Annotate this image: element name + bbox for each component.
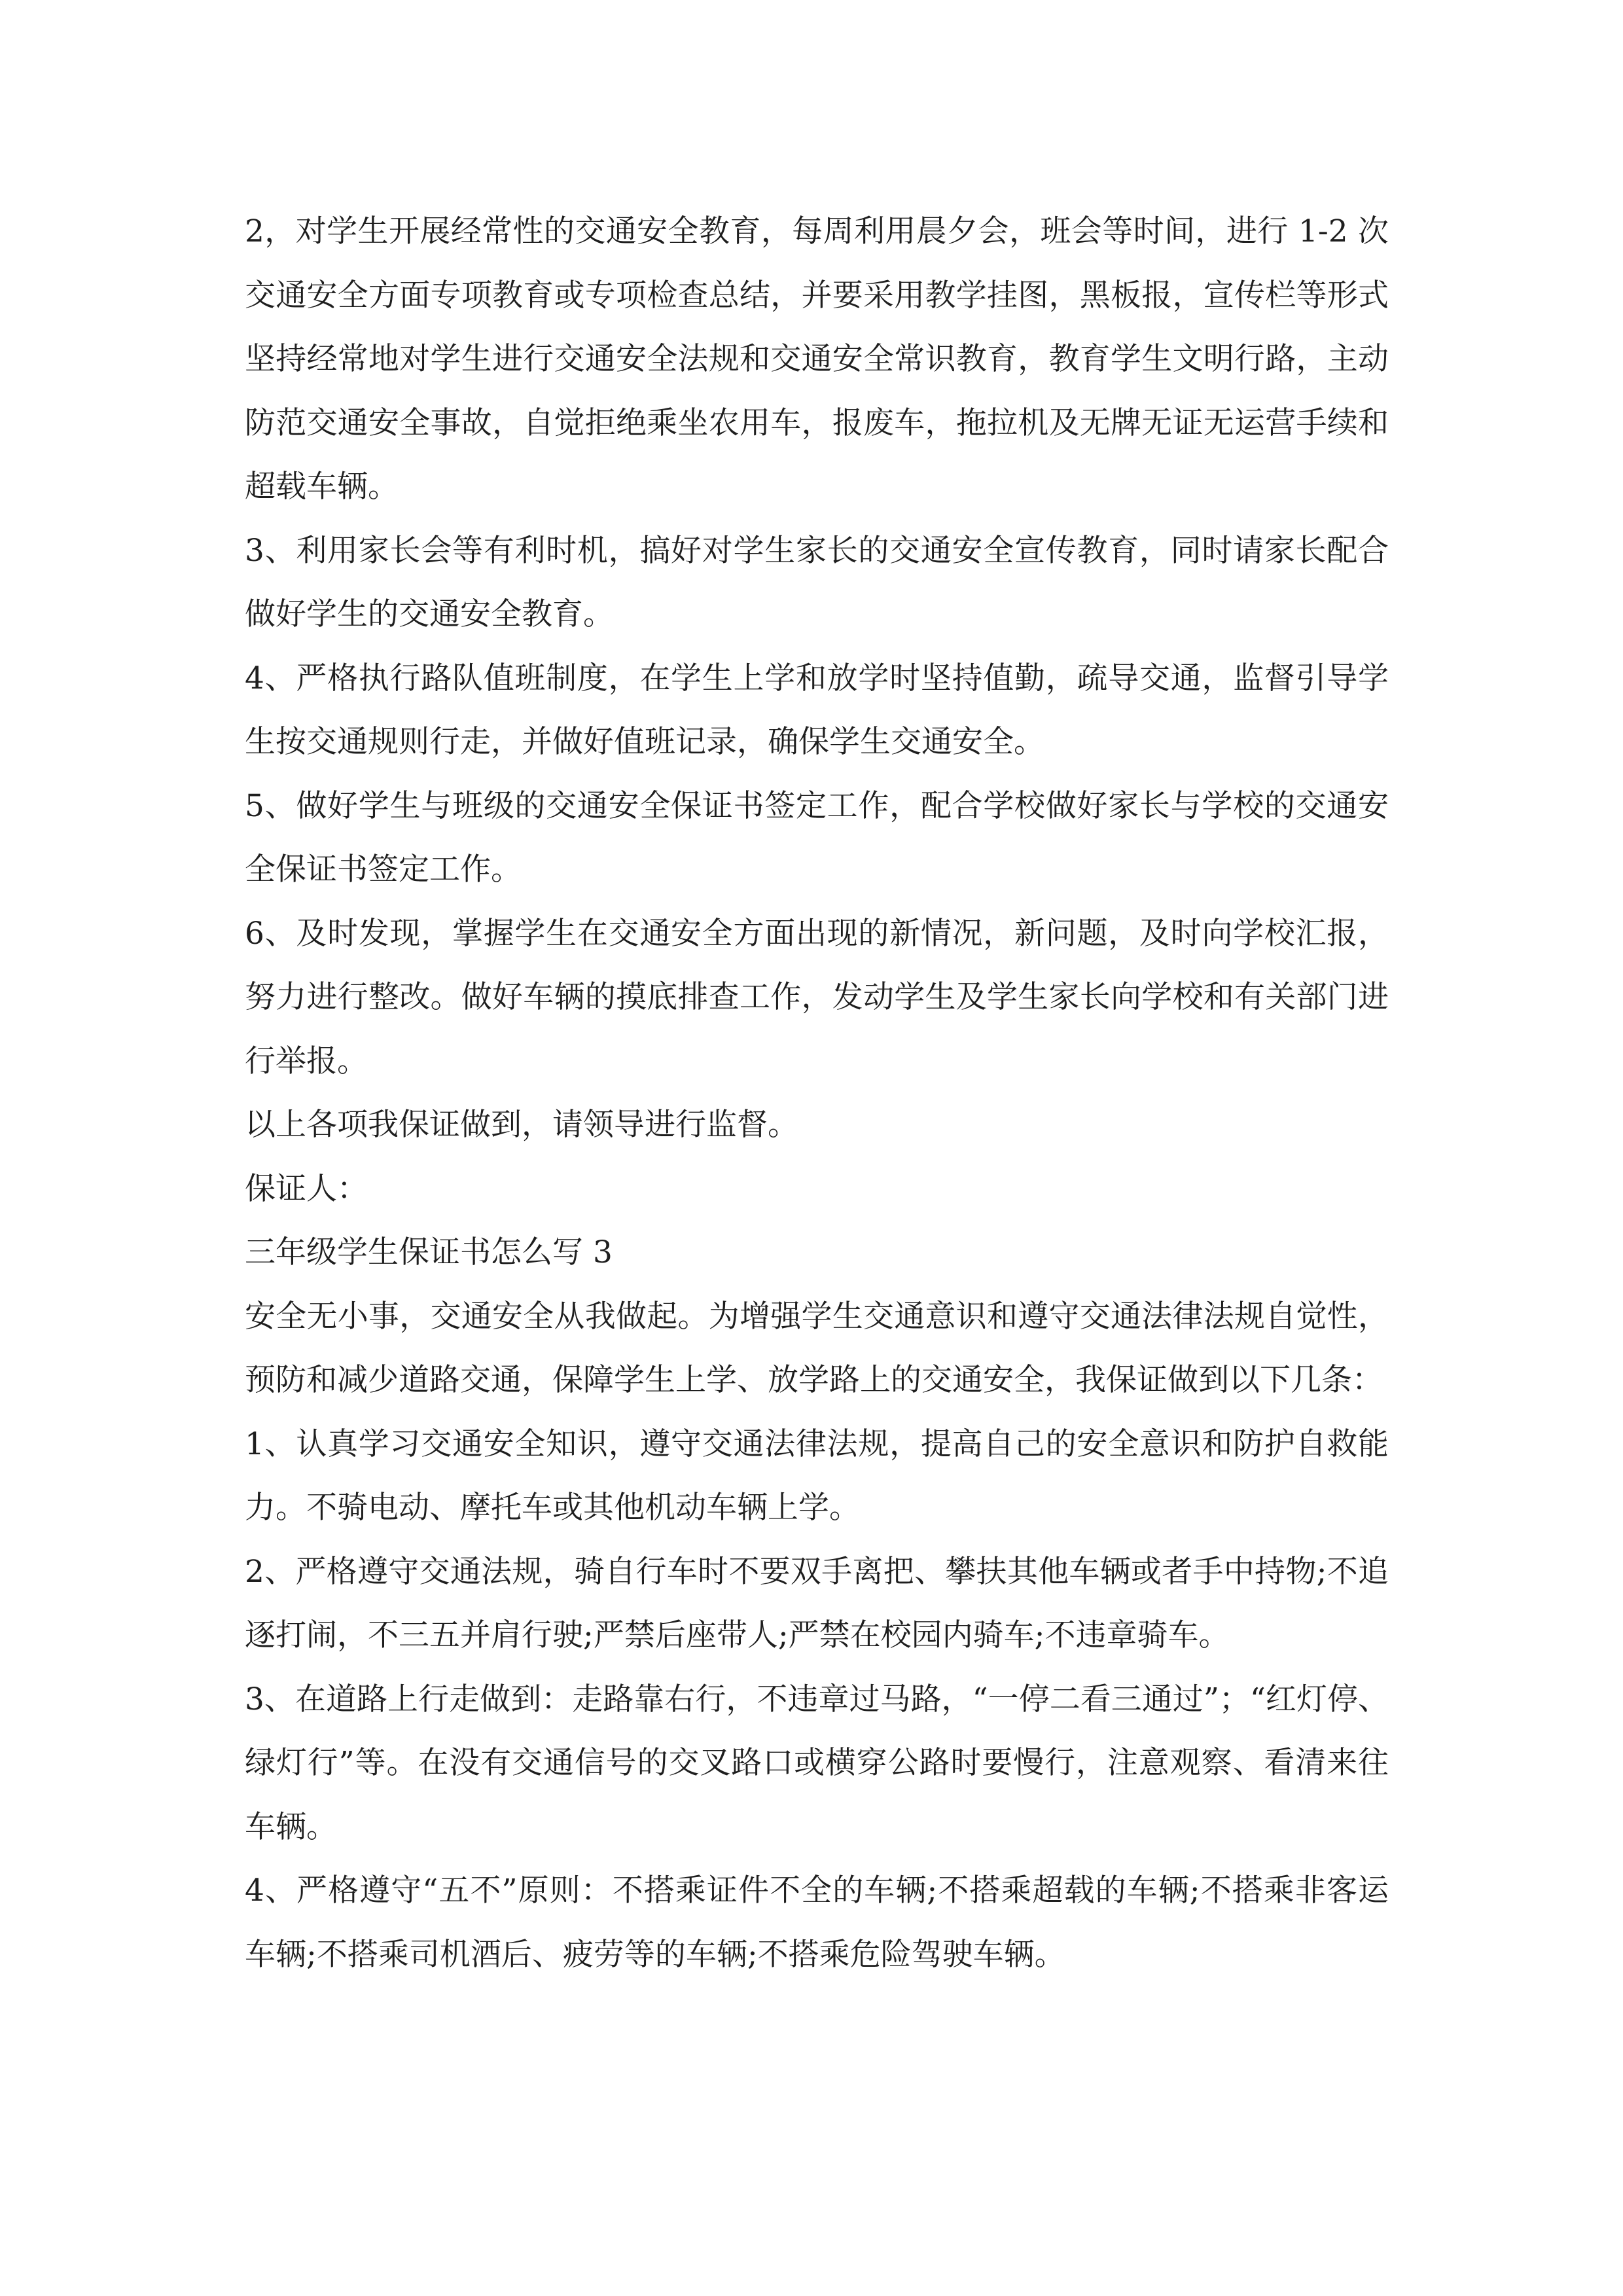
paragraph-item-5: 5、做好学生与班级的交通安全保证书签定工作，配合学校做好家长与学校的交通安全保证书签定工作。 <box>245 787 1389 888</box>
section-heading: 三年级学生保证书怎么写 3 <box>245 1234 613 1270</box>
pledge-item-1: 1、认真学习交通安全知识，遵守交通法律法规，提高自己的安全意识和防护自救能力。不骑电动、摩托车或其他机动车辆上学。 <box>245 1426 1389 1526</box>
closing-statement: 以上各项我保证做到，请领导进行监督。 <box>245 1107 798 1143</box>
intro-paragraph: 安全无小事，交通安全从我做起。为增强学生交通意识和遵守交通法律法规自觉性，预防和减少道路交通，保障学生上学、放学路上的交通安全，我保证做到以下几条： <box>245 1298 1389 1398</box>
pledge-item-2: 2、严格遵守交通法规，骑自行车时不要双手离把、攀扶其他车辆或者手中持物;不追逐打闹，不三五并肩行驶;严禁后座带人;严禁在校园内骑车;不违章骑车。 <box>245 1553 1389 1653</box>
paragraph-item-3: 3、利用家长会等有利时机，搞好对学生家长的交通安全宣传教育，同时请家长配合做好学生的交通安全教育。 <box>245 532 1389 632</box>
paragraph-item-2: 2，对学生开展经常性的交通安全教育，每周利用晨夕会，班会等时间，进行 1-2 次交通安全方面专项教育或专项检查总结，并要采用教学挂图，黑板报，宣传栏等形式坚持经常地对学生进行交通安全法规和交通安全常识教育，教育学生文明行路，主动防范交通安全事故，自觉拒绝乘坐农用车，报废车，拖拉机及无牌无证无运营手续和超载车辆。 <box>245 213 1389 505</box>
document-body <box>245 200 1389 1986</box>
signature-label: 保证人： <box>245 1170 368 1207</box>
paragraph-item-4: 4、严格执行路队值班制度，在学生上学和放学时坚持值勤，疏导交通，监督引导学生按交通规则行走，并做好值班记录，确保学生交通安全。 <box>245 660 1389 760</box>
pledge-item-4: 4、严格遵守“五不”原则：不搭乘证件不全的车辆;不搭乘超载的车辆;不搭乘非客运车辆;不搭乘司机酒后、疲劳等的车辆;不搭乘危险驾驶车辆。 <box>245 1873 1389 1973</box>
pledge-item-3: 3、在道路上行走做到：走路靠右行，不违章过马路，“一停二看三通过”；“红灯停、绿灯行”等。在没有交通信号的交叉路口或横穿公路时要慢行，注意观察、看清来往车辆。 <box>245 1681 1389 1845</box>
paragraph-item-6: 6、及时发现，掌握学生在交通安全方面出现的新情况，新问题，及时向学校汇报，努力进行整改。做好车辆的摸底排查工作，发动学生及学生家长向学校和有关部门进行举报。 <box>245 915 1389 1079</box>
